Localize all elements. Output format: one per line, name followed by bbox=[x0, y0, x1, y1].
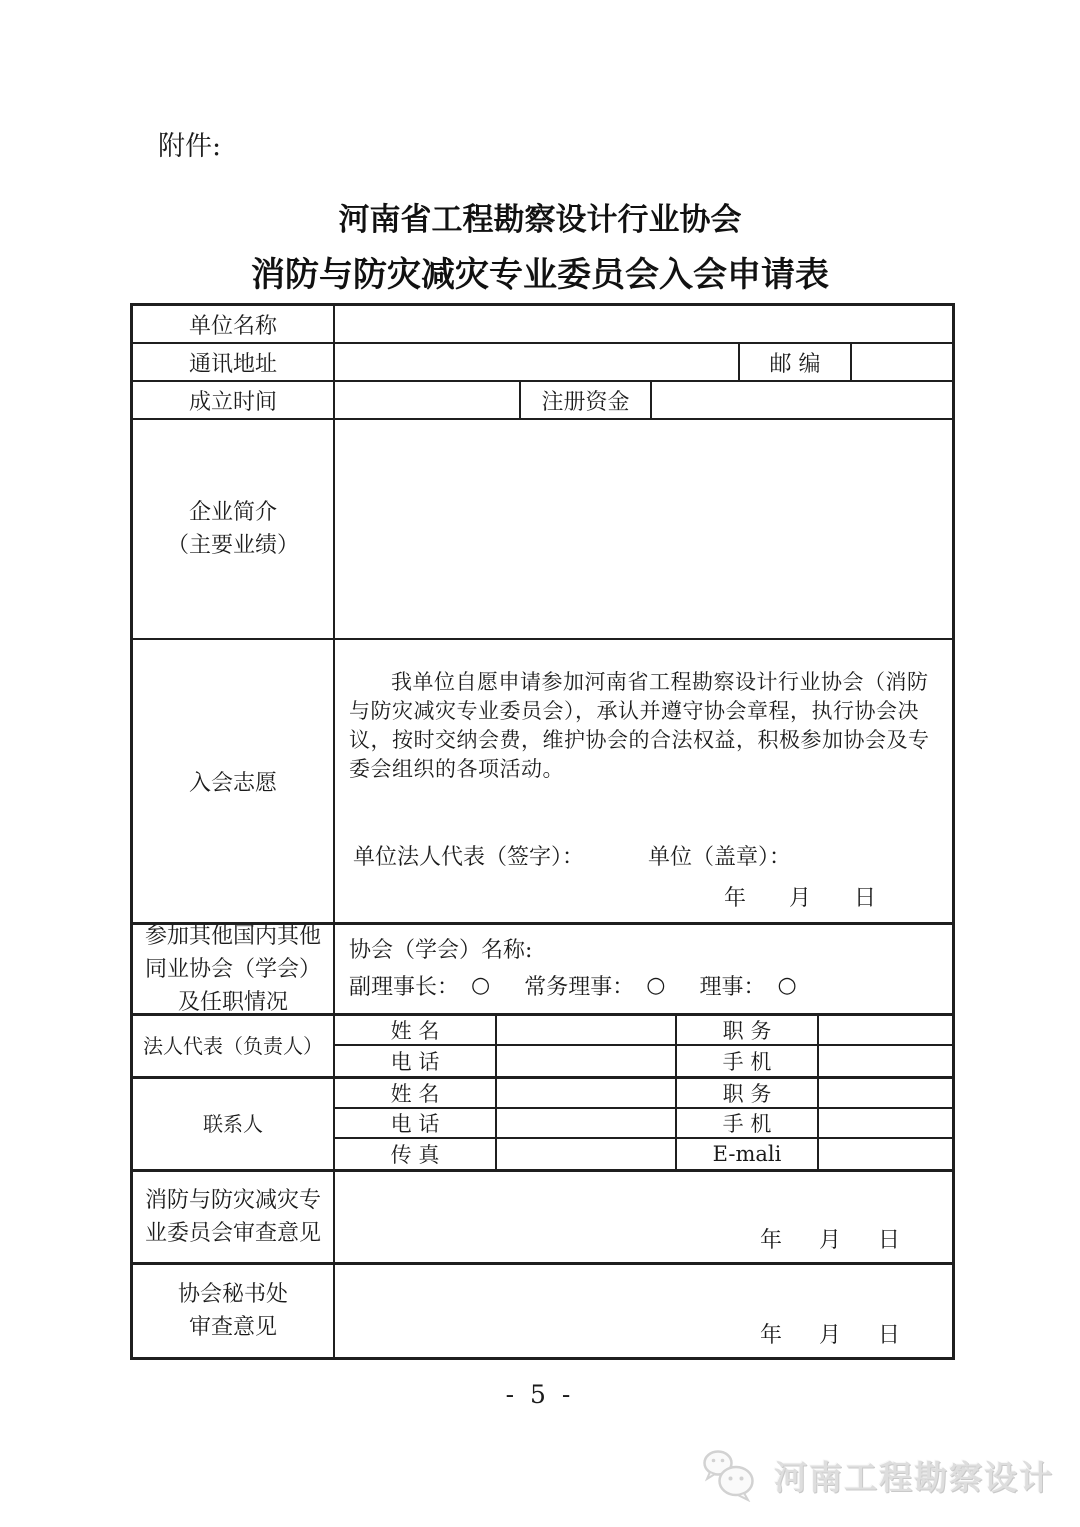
secretariat-review-input[interactable] bbox=[335, 1265, 952, 1357]
secretariat-review-label-line1: 协会秘书处 bbox=[177, 1282, 288, 1307]
founded-input[interactable] bbox=[335, 382, 521, 418]
unit-name-input[interactable] bbox=[335, 306, 952, 342]
address-label: 通讯地址 bbox=[133, 344, 335, 380]
role-executive-director-circle[interactable]: ○ bbox=[646, 972, 666, 998]
committee-review-label-line2: 业委员会审查意见 bbox=[144, 1221, 321, 1246]
profile-row bbox=[133, 420, 952, 640]
unit-name-label: 单位名称 bbox=[133, 306, 335, 342]
contact-name-label: 姓 名 bbox=[335, 1079, 497, 1107]
contact-phone-label: 电 话 bbox=[335, 1109, 497, 1137]
postcode-input[interactable] bbox=[852, 344, 952, 380]
wish-label: 入会志愿 bbox=[133, 640, 335, 922]
role-vice-chairman-circle[interactable]: ○ bbox=[471, 972, 491, 998]
committee-review-input[interactable] bbox=[335, 1172, 952, 1262]
secretariat-review-label-line2: 审查意见 bbox=[188, 1315, 277, 1340]
unit-name-row bbox=[133, 306, 952, 344]
contact-title-input[interactable] bbox=[819, 1079, 952, 1107]
signature-line bbox=[349, 840, 936, 871]
founded-label: 成立时间 bbox=[133, 382, 335, 418]
contact-email-label: E-mali bbox=[677, 1139, 819, 1169]
document-title-line1: 河南省工程勘察设计行业协会 bbox=[338, 202, 742, 238]
date-month-label: 月 bbox=[818, 1228, 841, 1253]
page-number: - 5 - bbox=[505, 1380, 575, 1409]
profile-label-line1: 企业简介 bbox=[188, 500, 277, 525]
legal-rep-phone-label: 电 话 bbox=[335, 1046, 497, 1076]
secretariat-review-label bbox=[133, 1265, 335, 1357]
date-day-label: 日 bbox=[853, 886, 876, 911]
date-month-label: 月 bbox=[818, 1323, 841, 1348]
contact-mobile-input[interactable] bbox=[819, 1109, 952, 1137]
role-director-circle[interactable]: ○ bbox=[777, 972, 797, 998]
contact-email-input[interactable] bbox=[819, 1139, 952, 1169]
legal-rep-title-input[interactable] bbox=[819, 1016, 952, 1044]
contact-phone-input[interactable] bbox=[497, 1109, 677, 1137]
date-year-label: 年 bbox=[759, 1228, 782, 1253]
contact-title-label: 职 务 bbox=[677, 1079, 819, 1107]
role-vice-chairman-label: 副理事长： bbox=[349, 975, 460, 1000]
legal-rep-row-2 bbox=[335, 1046, 952, 1076]
legal-rep-block bbox=[133, 1016, 952, 1079]
contact-name-input[interactable] bbox=[497, 1079, 677, 1107]
date-year-label: 年 bbox=[759, 1323, 782, 1348]
committee-review-date-line bbox=[760, 1223, 900, 1254]
legal-rep-name-label: 姓 名 bbox=[335, 1016, 497, 1044]
legal-rep-mobile-label: 手 机 bbox=[677, 1046, 819, 1076]
legal-rep-mobile-input[interactable] bbox=[819, 1046, 952, 1076]
contact-row-1 bbox=[335, 1079, 952, 1109]
other-label-line1: 参加其他国内其他 bbox=[144, 923, 321, 949]
legal-rep-sign-label: 单位法人代表（签字）： bbox=[353, 845, 585, 870]
date-year-label: 年 bbox=[723, 886, 746, 911]
contact-row-3 bbox=[335, 1139, 952, 1169]
address-input[interactable] bbox=[335, 344, 740, 380]
address-row bbox=[133, 344, 952, 382]
wish-content bbox=[335, 640, 952, 922]
legal-rep-label: 法人代表（负责人） bbox=[133, 1016, 335, 1076]
legal-rep-row-1 bbox=[335, 1016, 952, 1046]
date-day-label: 日 bbox=[877, 1228, 900, 1253]
wish-declaration-paragraph: 我单位自愿申请参加河南省工程勘察设计行业协会（消防与防灾减灾专业委员会），承认并遵守协会章程，执行协会决议，按时交纳会费，维护协会的合法权益，积极参加协会及专委会组织的各项活动。 bbox=[349, 670, 930, 781]
attachment-label: 附件: bbox=[158, 131, 222, 162]
other-label-line2: 同业协会（学会） bbox=[144, 956, 321, 982]
other-associations-label bbox=[133, 925, 335, 1013]
contact-person-block bbox=[133, 1079, 952, 1172]
document-title-line2: 消防与防灾减灾专业委员会入会申请表 bbox=[251, 255, 829, 295]
profile-label bbox=[133, 420, 335, 638]
legal-rep-phone-input[interactable] bbox=[497, 1046, 677, 1076]
role-executive-director-label: 常务理事： bbox=[524, 975, 635, 1000]
postcode-label: 邮 编 bbox=[740, 344, 852, 380]
contact-mobile-label: 手 机 bbox=[677, 1109, 819, 1137]
secretariat-review-date-line bbox=[760, 1318, 900, 1349]
footer-watermark bbox=[698, 1448, 1054, 1502]
secretariat-review-row bbox=[133, 1265, 952, 1357]
unit-seal-label: 单位（盖章）： bbox=[648, 845, 792, 870]
role-director-label: 理事： bbox=[699, 975, 766, 1000]
date-day-label: 日 bbox=[877, 1323, 900, 1348]
profile-label-line2: （主要业绩） bbox=[166, 533, 299, 558]
legal-rep-name-input[interactable] bbox=[497, 1016, 677, 1044]
legal-rep-title-label: 职 务 bbox=[677, 1016, 819, 1044]
membership-wish-row bbox=[133, 640, 952, 925]
wish-date-line bbox=[724, 881, 876, 912]
founded-row bbox=[133, 382, 952, 420]
application-form-table bbox=[130, 303, 955, 1360]
capital-input[interactable] bbox=[652, 382, 952, 418]
other-label-line3: 及任职情况 bbox=[177, 989, 288, 1015]
committee-review-row bbox=[133, 1172, 952, 1265]
contact-row-2 bbox=[335, 1109, 952, 1139]
committee-review-label bbox=[133, 1172, 335, 1262]
committee-review-label-line1: 消防与防灾减灾专 bbox=[144, 1188, 321, 1213]
role-vice-chairman bbox=[349, 970, 490, 1001]
contact-fax-label: 传 真 bbox=[335, 1139, 497, 1169]
profile-input[interactable] bbox=[335, 420, 952, 638]
date-month-label: 月 bbox=[788, 886, 811, 911]
other-associations-row bbox=[133, 925, 952, 1016]
role-director bbox=[699, 970, 796, 1001]
footer-brand-text: 河南工程勘察设计 bbox=[774, 1457, 1054, 1497]
role-executive-director bbox=[524, 970, 665, 1001]
wechat-icon bbox=[698, 1448, 762, 1502]
contact-fax-input[interactable] bbox=[497, 1139, 677, 1169]
capital-label: 注册资金 bbox=[521, 382, 652, 418]
association-name-label: 协会（学会）名称: bbox=[349, 938, 533, 963]
contact-person-label: 联系人 bbox=[133, 1079, 335, 1169]
other-associations-content bbox=[335, 925, 952, 1013]
role-options bbox=[349, 970, 938, 1001]
